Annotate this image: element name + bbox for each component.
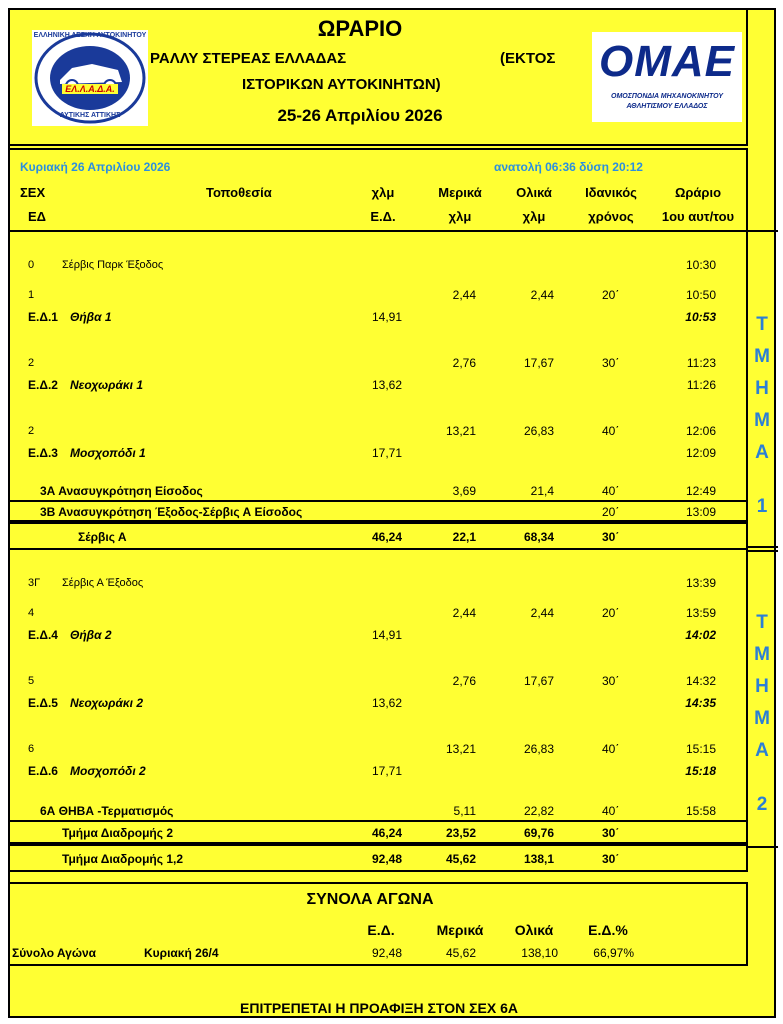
footer-note: ΕΠΙΤΡΕΠΕΤΑΙ Η ΠΡΟΑΦΙΞΗ ΣΤΟΝ ΣΕΧ 6Α [240, 1000, 518, 1016]
tc5-time: 14:32 [685, 674, 716, 688]
totals-ss: 92,48 [371, 946, 402, 960]
tc2-ideal: 30΄ [602, 356, 620, 370]
tc3-total: 26,83 [523, 424, 554, 438]
section1-letter-t: Τ [756, 314, 768, 335]
service-a-partial: 22,1 [452, 530, 476, 544]
tc4-total: 2,44 [530, 606, 554, 620]
tc6-total: 26,83 [523, 742, 554, 756]
tc6-time: 15:15 [685, 742, 716, 756]
col-partial: Μερικά [438, 185, 482, 200]
leg2-ideal: 30΄ [602, 826, 620, 840]
totals-partial: 45,62 [445, 946, 476, 960]
section2-letter-a: Α [755, 740, 769, 761]
col-first-car: 1ου αυτ/του [661, 209, 735, 224]
omae-logo-text: ΟΜΑΕ [599, 37, 735, 86]
tc3g-time: 13:39 [685, 576, 716, 590]
tc3a-label: 3Α Ανασυγκρότηση Είσοδος [40, 484, 203, 498]
ss5-time: 14:35 [685, 696, 716, 710]
leg12-km: 92,48 [371, 852, 402, 866]
tc4-time: 13:59 [685, 606, 716, 620]
ss5-location: Νεοχωράκι 2 [70, 696, 144, 710]
omae-logo [592, 32, 742, 122]
club-logo [32, 30, 148, 126]
club-logo-top: ΕΛΛΗΝΙΚΗ ΛΕΣΧΗ ΑΥΤΟΚΙΝΗΤΟΥ [33, 32, 147, 39]
tc6a-partial: 5,11 [453, 804, 476, 818]
totals-pct: 66,97% [593, 946, 634, 960]
col-ideal-time: χρόνος [588, 209, 634, 224]
tc6-id: 6 [28, 743, 35, 755]
tc1-partial: 2,44 [452, 288, 476, 302]
col-partial-km: χλμ [448, 209, 472, 224]
ss4-id: Ε.Δ.4 [28, 628, 58, 642]
tc2-total: 17,67 [523, 356, 554, 370]
tc4-ideal: 20΄ [602, 606, 620, 620]
section2-letter-h: Η [755, 676, 769, 697]
tc0-time: 10:30 [685, 258, 716, 272]
ss3-location: Μοσχοπόδι 1 [70, 446, 146, 460]
col-location: Τοποθεσία [206, 185, 272, 200]
section1-number: 1 [756, 496, 768, 517]
section1-letter-m2: Μ [754, 410, 770, 431]
ss6-id: Ε.Δ.6 [28, 764, 58, 778]
totals-title: ΣΥΝΟΛΑ ΑΓΩΝΑ [306, 891, 434, 908]
col-schedule: Ωράριο [674, 185, 722, 200]
totals-col-total: Ολικά [514, 922, 554, 938]
event-name-line2: ΙΣΤΟΡΙΚΩΝ ΑΥΤΟΚΙΝΗΤΩΝ) [242, 76, 441, 93]
tc3b-ideal: 20΄ [602, 505, 620, 519]
leg2-total: 69,76 [523, 826, 554, 840]
ss1-location: Θήβα 1 [70, 310, 112, 324]
col-ideal: Ιδανικός [585, 185, 637, 200]
tc2-partial: 2,76 [452, 356, 476, 370]
tc3g-location: Σέρβις Α Έξοδος [62, 577, 144, 589]
page-title: ΩΡΑΡΙΟ [317, 16, 403, 41]
totals-col-partial: Μερικά [436, 922, 484, 938]
event-dates: 25-26 Απριλίου 2026 [277, 106, 443, 125]
tc1-id: 1 [28, 289, 35, 301]
ss1-km: 14,91 [371, 310, 402, 324]
totals-col-ss: Ε.Δ. [367, 922, 395, 938]
leg2-partial: 23,52 [445, 826, 476, 840]
leg12-label: Τμήμα Διαδρομής 1,2 [62, 852, 184, 866]
day-label: Κυριακή 26 Απριλίου 2026 [20, 160, 171, 174]
totals-col-pct: Ε.Δ.% [588, 922, 628, 938]
tc6a-ideal: 40΄ [602, 804, 620, 818]
ss4-location: Θήβα 2 [70, 628, 112, 642]
tc0-id: 0 [28, 259, 35, 271]
service-a-total: 68,34 [523, 530, 554, 544]
section1-letter-h: Η [755, 378, 769, 399]
service-a-ideal: 30΄ [602, 530, 620, 544]
tc6-ideal: 40΄ [602, 742, 620, 756]
ss2-id: Ε.Δ.2 [28, 378, 58, 392]
tc3a-time: 12:49 [685, 484, 716, 498]
tc5-total: 17,67 [523, 674, 554, 688]
tc6a-total: 22,82 [523, 804, 554, 818]
timetable-page [8, 8, 776, 1018]
leg12-partial: 45,62 [445, 852, 476, 866]
club-logo-mid: ΕΛ.Λ.Α.Δ.Α. [62, 84, 118, 94]
ss6-time: 15:18 [685, 764, 716, 778]
tc0-location: Σέρβις Παρκ Έξοδος [62, 259, 164, 271]
ss1-id: Ε.Δ.1 [28, 310, 58, 324]
leg12-ideal: 30΄ [602, 852, 620, 866]
section2-letter-t: Τ [756, 612, 768, 633]
tc6a-time: 15:58 [685, 804, 716, 818]
tc5-partial: 2,76 [452, 674, 476, 688]
ss2-km: 13,62 [371, 378, 402, 392]
tc5-ideal: 30΄ [602, 674, 620, 688]
tc3g-id: 3Γ [28, 577, 41, 589]
col-km-ss: Ε.Δ. [370, 209, 396, 224]
ss4-km: 14,91 [371, 628, 402, 642]
tc1-ideal: 20΄ [602, 288, 620, 302]
col-total: Ολικά [516, 185, 552, 200]
section2-letter-m2: Μ [754, 708, 770, 729]
club-logo-bottom: ΔΥΤΙΚΗΣ ΑΤΤΙΚΗΣ [59, 112, 121, 119]
ss3-time: 12:09 [685, 446, 716, 460]
sun-times: ανατολή 06:36 δύση 20:12 [494, 160, 643, 174]
tc3a-partial: 3,69 [452, 484, 476, 498]
section1-letter-a: Α [755, 442, 769, 463]
ss6-km: 17,71 [371, 764, 402, 778]
totals-total: 138,10 [521, 946, 558, 960]
tc3-time: 12:06 [685, 424, 716, 438]
omae-logo-sub2: ΑΘΛΗΤΙΣΜΟΥ ΕΛΛΑΔΟΣ [626, 103, 708, 110]
col-km: χλμ [371, 185, 395, 200]
tc4-id: 4 [28, 607, 35, 619]
ss1-time: 10:53 [685, 310, 716, 324]
section2-number: 2 [756, 794, 768, 815]
leg12-total: 138,1 [523, 852, 554, 866]
tc2-id: 2 [28, 357, 35, 369]
tc3a-ideal: 40΄ [602, 484, 620, 498]
totals-row-day: Κυριακή 26/4 [144, 946, 219, 960]
tc4-partial: 2,44 [452, 606, 476, 620]
event-name: ΡΑΛΛΥ ΣΤΕΡΕΑΣ ΕΛΛΑΔΑΣ [150, 50, 347, 67]
tc6a-label: 6Α ΘΗΒΑ -Τερματισμός [40, 804, 174, 818]
ss3-km: 17,71 [371, 446, 402, 460]
totals-row-label: Σύνολο Αγώνα [12, 946, 97, 960]
tc1-time: 10:50 [685, 288, 716, 302]
ss6-location: Μοσχοπόδι 2 [70, 764, 146, 778]
service-a-label: Σέρβις Α [78, 530, 127, 544]
ss5-km: 13,62 [371, 696, 402, 710]
tc3b-time: 13:09 [685, 505, 716, 519]
col-sex: ΣΕΧ [20, 185, 46, 200]
tc6-partial: 13,21 [445, 742, 476, 756]
omae-logo-sub1: ΟΜΟΣΠΟΝΔΙΑ ΜΗΧΑΝΟΚΙΝΗΤΟΥ [611, 93, 723, 100]
tc5-id: 5 [28, 675, 35, 687]
service-a-km: 46,24 [371, 530, 402, 544]
tc3a-total: 21,4 [530, 484, 554, 498]
section1-letter-m: Μ [754, 346, 770, 367]
ss5-id: Ε.Δ.5 [28, 696, 58, 710]
tc3-id: 2 [28, 425, 35, 437]
tc3-ideal: 40΄ [602, 424, 620, 438]
leg2-km: 46,24 [371, 826, 402, 840]
ss3-id: Ε.Δ.3 [28, 446, 58, 460]
tc1-total: 2,44 [530, 288, 554, 302]
ss4-time: 14:02 [685, 628, 716, 642]
ss2-location: Νεοχωράκι 1 [70, 378, 144, 392]
leg2-label: Τμήμα Διαδρομής 2 [62, 826, 174, 840]
col-ed: ΕΔ [28, 209, 47, 224]
event-name-paren: (ΕΚΤΟΣ [500, 50, 556, 67]
section2-letter-m: Μ [754, 644, 770, 665]
tc3-partial: 13,21 [445, 424, 476, 438]
tc3b-label: 3Β Ανασυγκρότηση Έξοδος-Σέρβις Α Είσοδος [40, 505, 303, 519]
tc2-time: 11:23 [686, 356, 716, 370]
col-total-km: χλμ [522, 209, 546, 224]
ss2-time: 11:26 [686, 378, 716, 392]
